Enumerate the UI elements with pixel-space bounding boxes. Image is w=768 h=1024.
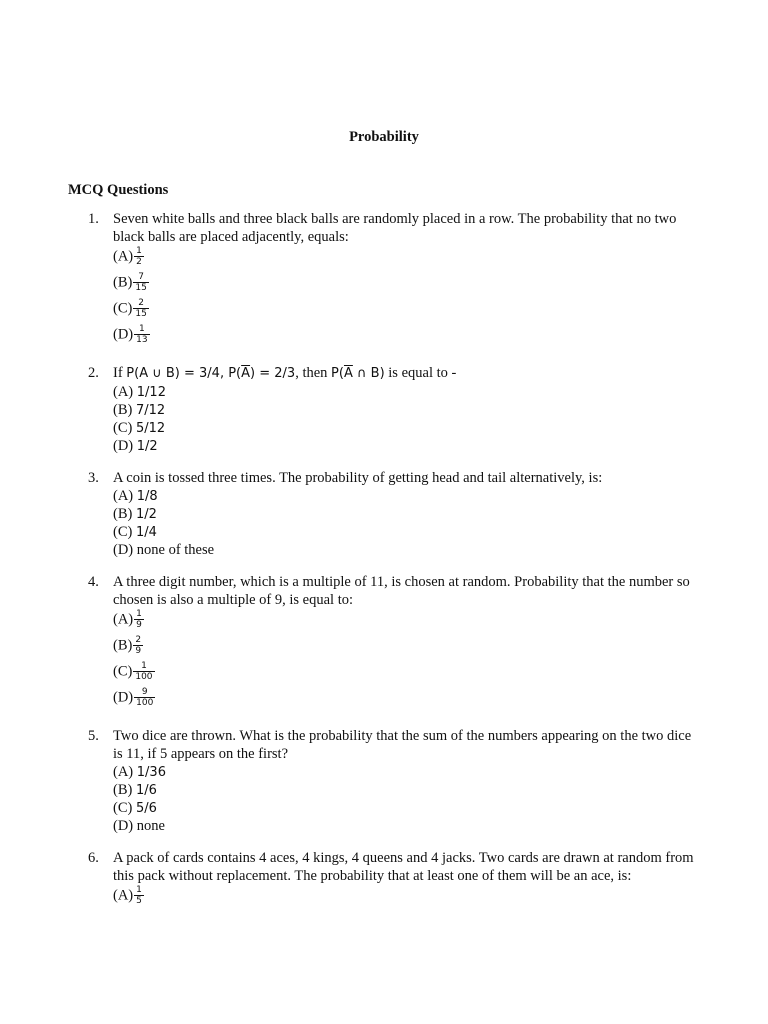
option-a: (A) $\frac{1}{2}$ [113, 246, 142, 267]
fraction: $\frac{1}{2}$ [136, 246, 142, 267]
option-d: (D) $\frac{9}{100}$ [113, 687, 154, 708]
question-1 [0, 210, 768, 350]
fraction: $\frac{1}{13}$ [136, 324, 148, 345]
fraction: $\frac{7}{15}$ [135, 272, 147, 293]
question-number: 1. [88, 211, 99, 227]
option-a: (A) 1/12 [113, 384, 166, 400]
question-2 [0, 364, 768, 455]
fraction: $\frac{1}{9}$ [136, 609, 142, 630]
option-b: (B) $\frac{2}{9}$ [113, 635, 142, 656]
option-a: (A) $\frac{1}{9}$ [113, 609, 142, 630]
fraction: $\frac{1}{5}$ [136, 885, 142, 906]
question-number: 2. [88, 365, 99, 381]
option-d: (D) none of these [113, 542, 215, 558]
question-list [0, 210, 768, 925]
option-a: (A) 1/8 [113, 488, 158, 504]
option-b: (B) $\frac{7}{15}$ [113, 272, 147, 293]
option-b: (B) 7/12 [113, 402, 166, 418]
option-b: (B) 1/2 [113, 506, 157, 522]
fraction: $\frac{9}{100}$ [136, 687, 154, 708]
option-d: (D) none [113, 818, 165, 834]
fraction: $\frac{1}{100}$ [135, 661, 153, 682]
question-number: 3. [88, 470, 99, 486]
question-4 [0, 573, 768, 713]
option-d: (D) 1/2 [113, 438, 158, 454]
question-number: 6. [88, 850, 99, 866]
section-title: MCQ Questions [68, 182, 169, 198]
option-a: (A) 1/36 [113, 764, 166, 780]
question-text: Seven white balls and three black balls are randomly placed in a row. The probability that no two black balls are placed adjacently, equals: [113, 211, 677, 245]
question-text: A pack of cards contains 4 aces, 4 kings, 4 queens and 4 jacks. Two cards are drawn at random from this pack without replacement. The probability that at least one of them will be an ace, is: [113, 850, 694, 884]
question-number: 4. [88, 574, 99, 590]
option-b: (B) 1/6 [113, 782, 157, 798]
fraction: $\frac{2}{15}$ [135, 298, 147, 319]
option-c: (C) $\frac{2}{15}$ [113, 298, 147, 319]
option-c: (C) $\frac{1}{100}$ [113, 661, 153, 682]
option-c: (C) 1/4 [113, 524, 157, 540]
question-text: If P(A ∪ B) = 3/4, $P(\overline{A}) = 2/3$, then $P(\overline{A}$ ∩ B) is equal to - [113, 365, 457, 381]
question-text: A three digit number, which is a multiple of 11, is chosen at random. Probability that the number so chosen is also a multiple of 9, is equal to: [113, 574, 690, 608]
option-a: (A) $\frac{1}{5}$ [113, 885, 142, 906]
page-title: Probability [349, 129, 419, 145]
option-c: (C) 5/6 [113, 800, 157, 816]
question-3 [0, 469, 768, 559]
question-5 [0, 727, 768, 835]
fraction: $\frac{2}{9}$ [135, 635, 142, 656]
option-d: (D) $\frac{1}{13}$ [113, 324, 148, 345]
option-c: (C) 5/12 [113, 420, 166, 436]
question-number: 5. [88, 728, 99, 744]
question-text: A coin is tossed three times. The probability of getting head and tail alternatively, is: [113, 470, 603, 486]
question-text: Two dice are thrown. What is the probability that the sum of the numbers appearing on the two dice is 11, if 5 appears on the first? [113, 728, 692, 762]
question-6 [0, 849, 768, 911]
